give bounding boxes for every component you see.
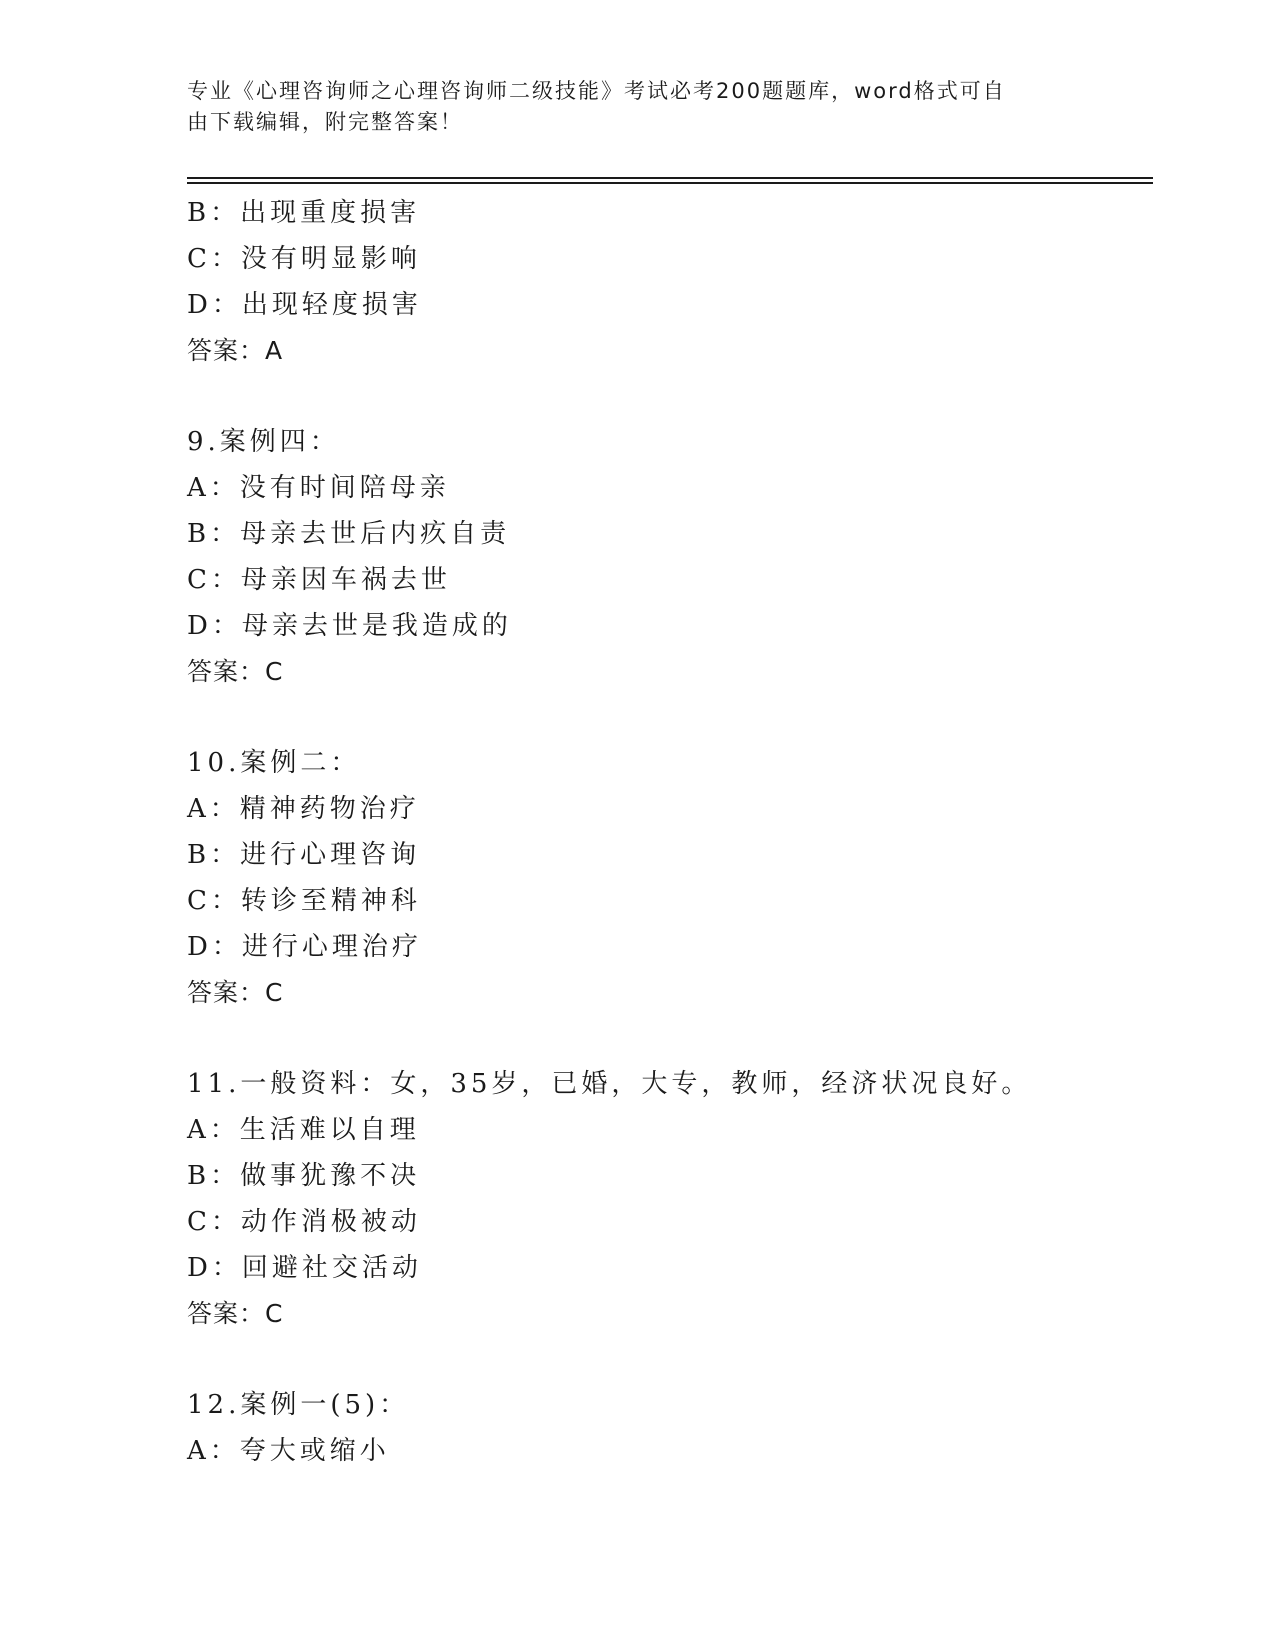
option-c: C：母亲因车祸去世 [187, 565, 451, 595]
question-10 [187, 740, 1153, 1016]
question-text: 10.案例二： [187, 748, 361, 778]
header-divider-bottom [187, 182, 1153, 184]
answer: 答案：C [187, 978, 284, 1007]
option-a: A：没有时间陪母亲 [187, 473, 450, 503]
spacer [187, 1337, 1153, 1382]
header-line-1: 专业《心理咨询师之心理咨询师二级技能》考试必考200题题库，word格式可自 [187, 79, 1006, 103]
answer: 答案：C [187, 657, 284, 686]
option-a: A：生活难以自理 [187, 1115, 420, 1145]
option-b: B：做事犹豫不决 [187, 1161, 421, 1191]
question-12 [187, 1382, 1153, 1474]
spacer [187, 1016, 1153, 1061]
question-11 [187, 1061, 1153, 1337]
option-d: D：出现轻度损害 [187, 290, 422, 320]
answer: 答案：C [187, 1299, 284, 1328]
option-d: D：母亲去世是我造成的 [187, 611, 512, 641]
question-9 [187, 419, 1153, 695]
answer: 答案：A [187, 336, 284, 365]
option-b: B：母亲去世后内疚自责 [187, 519, 511, 549]
option-a: A：精神药物治疗 [187, 794, 420, 824]
option-d: D：回避社交活动 [187, 1253, 422, 1283]
spacer [187, 374, 1153, 419]
header-line-2: 由下载编辑，附完整答案！ [187, 110, 463, 134]
option-a: A：夸大或缩小 [187, 1436, 390, 1466]
option-c: C：动作消极被动 [187, 1207, 421, 1237]
question-text: 12.案例一(5)： [187, 1390, 410, 1420]
question-text: 11.一般资料：女，35岁，已婚，大专，教师，经济状况良好。 [187, 1069, 1032, 1099]
question-text: 9.案例四： [187, 427, 340, 457]
document-header [187, 76, 1067, 138]
question-list [187, 190, 1153, 1474]
option-c: C：没有明显影响 [187, 244, 421, 274]
spacer [187, 695, 1153, 740]
option-b: B：进行心理咨询 [187, 840, 421, 870]
option-c: C：转诊至精神科 [187, 886, 421, 916]
header-divider-top [187, 177, 1153, 179]
option-b: B：出现重度损害 [187, 198, 421, 228]
question-8 [187, 190, 1153, 374]
option-d: D：进行心理治疗 [187, 932, 422, 962]
